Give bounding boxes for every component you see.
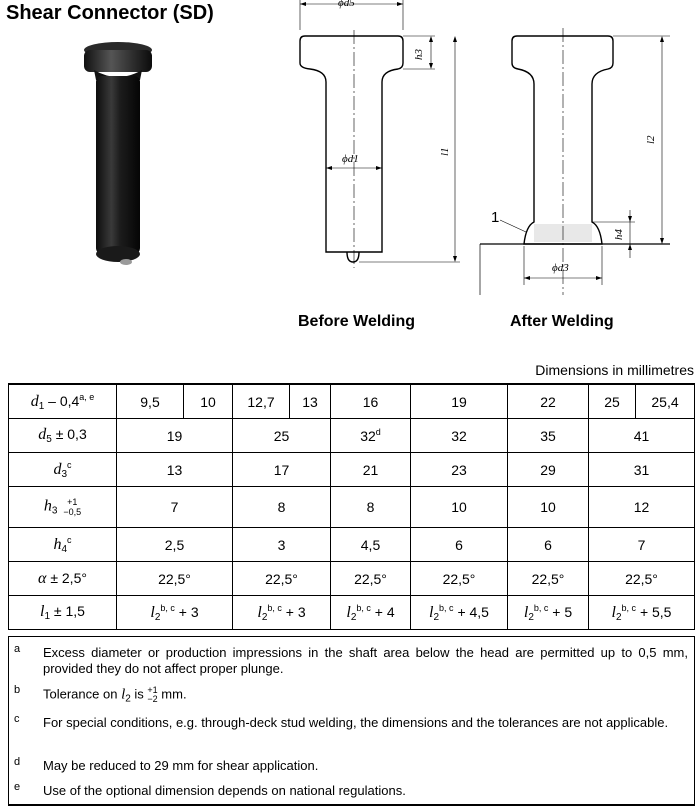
- label-d5: ϕd5: [338, 0, 355, 9]
- table-cell: 8: [233, 487, 331, 528]
- table-cell: 22,5°: [331, 562, 411, 596]
- header-d1-value: 9,5: [117, 384, 184, 419]
- table-cell: 19: [117, 419, 233, 453]
- dimensions-table: [8, 383, 695, 630]
- after-welding-drawing: [512, 36, 613, 244]
- table-cell: 13: [117, 453, 233, 487]
- table-cell: 2,5: [117, 528, 233, 562]
- header-d1-value: 16: [331, 384, 411, 419]
- table-cell: 22,5°: [411, 562, 508, 596]
- table-row-h3: [9, 487, 695, 528]
- table-cell: 29: [508, 453, 589, 487]
- table-cell: 6: [411, 528, 508, 562]
- table-cell: 8: [331, 487, 411, 528]
- table-cell: 35: [508, 419, 589, 453]
- header-d1-value: 25,4: [636, 384, 695, 419]
- label-d1: ϕd1: [342, 153, 359, 165]
- label-h3: h3: [413, 49, 425, 60]
- table-cell: 22,5°: [508, 562, 589, 596]
- footnote-e: e Use of the optional dimension depends on national regulations.: [14, 781, 406, 798]
- table-cell: 22,5°: [117, 562, 233, 596]
- label-h4: h4: [613, 229, 625, 240]
- row-label: $d_5 \pm 0,3$: [9, 419, 117, 453]
- table-cell: $l_2^{b, c} + 3$: [117, 596, 233, 630]
- table-cell: $l_2^{b, c} + 4,5$: [411, 596, 508, 630]
- table-cell: 22,5°: [589, 562, 695, 596]
- header-d1-value: 12,7: [233, 384, 290, 419]
- table-cell: $l_2^{b, c} + 5$: [508, 596, 589, 630]
- label-d3: ϕd3: [552, 262, 569, 274]
- table-cell: 7: [589, 528, 695, 562]
- header-d1-value: 19: [411, 384, 508, 419]
- label-callout-1: 1: [491, 209, 500, 226]
- table-cell: 32: [411, 419, 508, 453]
- table-cell: 32$^d$: [331, 419, 411, 453]
- table-cell: 7: [117, 487, 233, 528]
- footnote-d: d May be reduced to 29 mm for shear application.: [14, 756, 319, 773]
- table-row-l1: [9, 596, 695, 630]
- header-d1-value: 25: [589, 384, 636, 419]
- stud-diagram: [290, 0, 670, 295]
- header-d1-value: 10: [184, 384, 233, 419]
- table-row-h4: [9, 528, 695, 562]
- table-cell: 10: [411, 487, 508, 528]
- footnotes: [8, 636, 695, 806]
- table-row-d5: [9, 419, 695, 453]
- header-label: $d_1 - 0,4^{a, e}$: [9, 384, 117, 419]
- row-label: $h_4^c$: [9, 528, 117, 562]
- footnote-b: b Tolerance on $l_2$ is +1 −2 mm.: [14, 684, 187, 705]
- header-d1-value: 13: [290, 384, 331, 419]
- header-d1-value: 22: [508, 384, 589, 419]
- table-row-alpha: [9, 562, 695, 596]
- row-label: $l_1 \pm 1,5$: [9, 596, 117, 630]
- table-cell: 25: [233, 419, 331, 453]
- row-label: α ± 2,5°: [9, 562, 117, 596]
- table-row-d3: [9, 453, 695, 487]
- table-cell: 4,5: [331, 528, 411, 562]
- table-cell: 31: [589, 453, 695, 487]
- footnote-c: c For special conditions, e.g. through-deck stud welding, the dimensions and the tolerances are not applicable.: [14, 713, 669, 730]
- units-note: Dimensions in millimetres: [535, 362, 694, 378]
- page-title: Shear Connector (SD): [6, 2, 214, 24]
- table-cell: $l_2^{b, c} + 3$: [233, 596, 331, 630]
- table-cell: 22,5°: [233, 562, 331, 596]
- table-cell: 41: [589, 419, 695, 453]
- table-cell: 17: [233, 453, 331, 487]
- table-cell: 6: [508, 528, 589, 562]
- table-cell: 23: [411, 453, 508, 487]
- label-l1: l1: [439, 147, 451, 156]
- caption-before-welding: Before Welding: [298, 313, 416, 330]
- stud-photo: [76, 40, 162, 272]
- row-label: $h_3$ +1 −0,5: [9, 487, 117, 528]
- footnote-a: a Excess diameter or production impressions in the shaft area below the head are permitted up to 0,5 mm, provided they do not affect proper plunge.: [14, 643, 688, 676]
- table-cell: 3: [233, 528, 331, 562]
- table-cell: $l_2^{b, c} + 4$: [331, 596, 411, 630]
- table-cell: $l_2^{b, c} + 5,5$: [589, 596, 695, 630]
- caption-after-welding: After Welding: [510, 313, 614, 330]
- table-cell: 21: [331, 453, 411, 487]
- before-welding-drawing: [300, 36, 403, 262]
- label-l2: l2: [645, 135, 657, 144]
- table-cell: 12: [589, 487, 695, 528]
- row-label: $d_3^c$: [9, 453, 117, 487]
- table-cell: 10: [508, 487, 589, 528]
- table-header-row: [9, 384, 695, 419]
